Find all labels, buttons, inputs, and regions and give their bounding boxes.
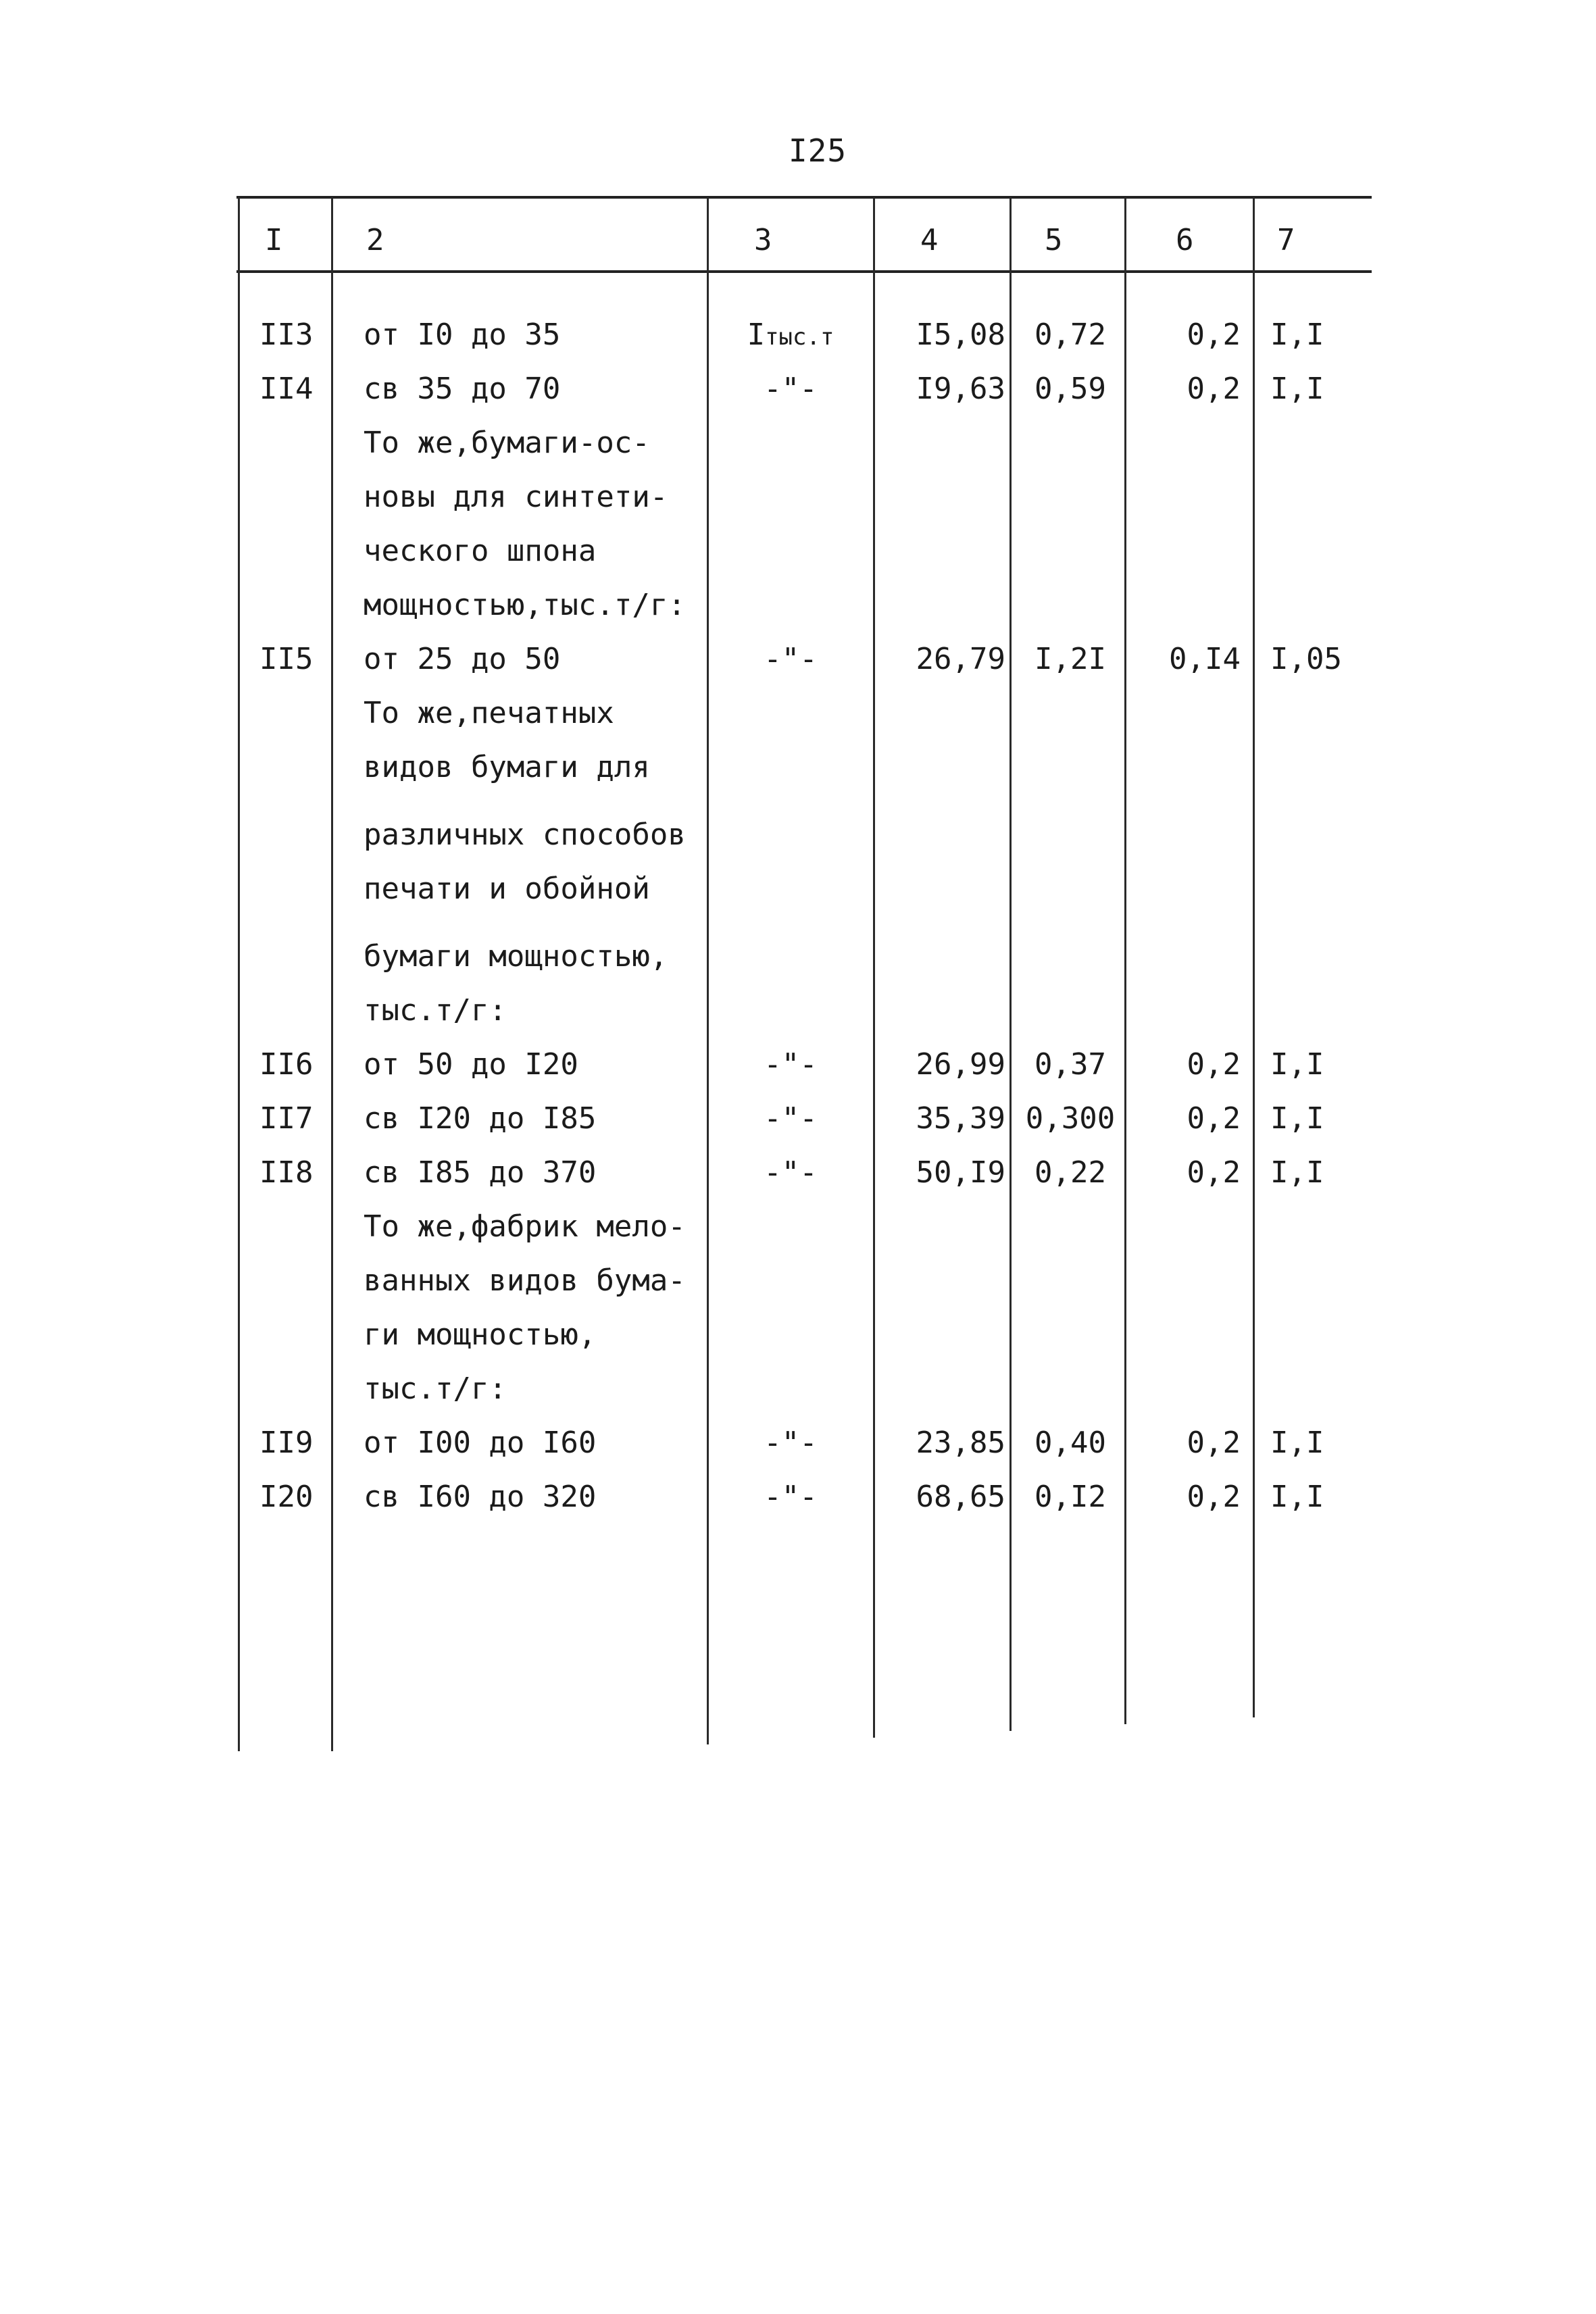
row-col-6: 0,2	[1187, 1047, 1241, 1082]
row-col-6: 0,2	[1187, 1101, 1241, 1136]
row-unit: -"-	[764, 372, 818, 406]
row-col-5: 0,72	[1034, 318, 1106, 352]
row-description: ги мощностью,	[364, 1317, 597, 1352]
row-description: видов бумаги для	[364, 750, 650, 784]
row-col-7: I,I	[1270, 1480, 1324, 1514]
unit-sub: тыс.т	[765, 324, 834, 351]
row-col-4: I9,63	[916, 372, 1005, 406]
row-col-6: 0,I4	[1169, 642, 1241, 676]
row-number: II5	[259, 642, 314, 676]
row-description: ванных видов бума-	[364, 1263, 686, 1298]
row-unit: -"-	[764, 1155, 818, 1190]
row-unit: -"-	[764, 1101, 818, 1136]
header-col-5: 5	[1045, 223, 1063, 257]
row-description: св I20 до I85	[364, 1101, 597, 1136]
row-col-7: I,05	[1270, 642, 1342, 676]
row-description: св I85 до 370	[364, 1155, 597, 1190]
row-description: бумаги мощностью,	[364, 939, 668, 974]
header-col-1: I	[265, 223, 283, 257]
row-description: св 35 до 70	[364, 372, 561, 406]
row-description: тыс.т/г:	[364, 1372, 507, 1406]
header-col-7: 7	[1277, 223, 1295, 257]
row-number: II7	[259, 1101, 314, 1136]
row-number: II4	[259, 372, 314, 406]
row-col-5: 0,I2	[1034, 1480, 1106, 1514]
row-col-7: I,I	[1270, 1426, 1324, 1460]
row-col-5: 0,300	[1025, 1101, 1116, 1136]
row-description: ческого шпона	[364, 534, 597, 568]
page-number: I25	[788, 132, 847, 169]
row-col-4: 50,I9	[916, 1155, 1005, 1190]
row-col-4: 26,99	[916, 1047, 1005, 1082]
col-rule-1	[331, 197, 333, 1751]
header-col-2: 2	[366, 223, 384, 257]
row-description: от I0 до 35	[364, 318, 561, 352]
row-unit: -"-	[764, 1480, 818, 1514]
row-description: св I60 до 320	[364, 1480, 597, 1514]
row-col-4: 35,39	[916, 1101, 1005, 1136]
col-rule-0	[238, 197, 240, 1751]
header-bottom-rule	[236, 270, 1372, 273]
row-description: различных способов	[364, 818, 686, 852]
row-col-7: I,I	[1270, 1155, 1324, 1190]
row-unit: -"-	[764, 1426, 818, 1460]
row-col-4: 26,79	[916, 642, 1005, 676]
row-col-6: 0,2	[1187, 1480, 1241, 1514]
row-col-4: 23,85	[916, 1426, 1005, 1460]
row-number: II3	[259, 318, 314, 352]
row-col-4: I5,08	[916, 318, 1005, 352]
row-description: новы для синтети-	[364, 480, 668, 514]
row-col-6: 0,2	[1187, 372, 1241, 406]
row-description: тыс.т/г:	[364, 993, 507, 1028]
row-description: То же,фабрик мело-	[364, 1209, 686, 1244]
header-col-4: 4	[920, 223, 939, 257]
unit-main: I	[747, 318, 766, 352]
col-rule-4	[1009, 197, 1012, 1731]
table-top-rule	[236, 196, 1372, 199]
row-number: II6	[259, 1047, 314, 1082]
row-number: II8	[259, 1155, 314, 1190]
row-col-5: I,2I	[1034, 642, 1106, 676]
row-col-4: 68,65	[916, 1480, 1005, 1514]
row-col-7: I,I	[1270, 1101, 1324, 1136]
row-col-5: 0,22	[1034, 1155, 1106, 1190]
row-description: от 50 до I20	[364, 1047, 578, 1082]
row-description: от I00 до I60	[364, 1426, 597, 1460]
row-description: от 25 до 50	[364, 642, 561, 676]
row-description: То же,бумаги-ос-	[364, 426, 650, 460]
row-col-7: I,I	[1270, 318, 1324, 352]
row-col-7: I,I	[1270, 372, 1324, 406]
row-col-5: 0,59	[1034, 372, 1106, 406]
row-description: печати и обойной	[364, 872, 650, 906]
row-unit	[703, 315, 878, 357]
header-col-6: 6	[1176, 223, 1194, 257]
row-unit: -"-	[764, 1047, 818, 1082]
row-description: То же,печатных	[364, 696, 614, 730]
row-number: II9	[259, 1426, 314, 1460]
row-col-7: I,I	[1270, 1047, 1324, 1082]
row-description: мощностью,тыс.т/г:	[364, 588, 686, 622]
row-col-5: 0,40	[1034, 1426, 1106, 1460]
row-number: I20	[259, 1480, 314, 1514]
row-col-6: 0,2	[1187, 1155, 1241, 1190]
header-col-3: 3	[754, 223, 772, 257]
row-col-6: 0,2	[1187, 318, 1241, 352]
col-rule-6	[1253, 197, 1255, 1717]
row-col-6: 0,2	[1187, 1426, 1241, 1460]
row-col-5: 0,37	[1034, 1047, 1106, 1082]
row-unit: -"-	[764, 642, 818, 676]
